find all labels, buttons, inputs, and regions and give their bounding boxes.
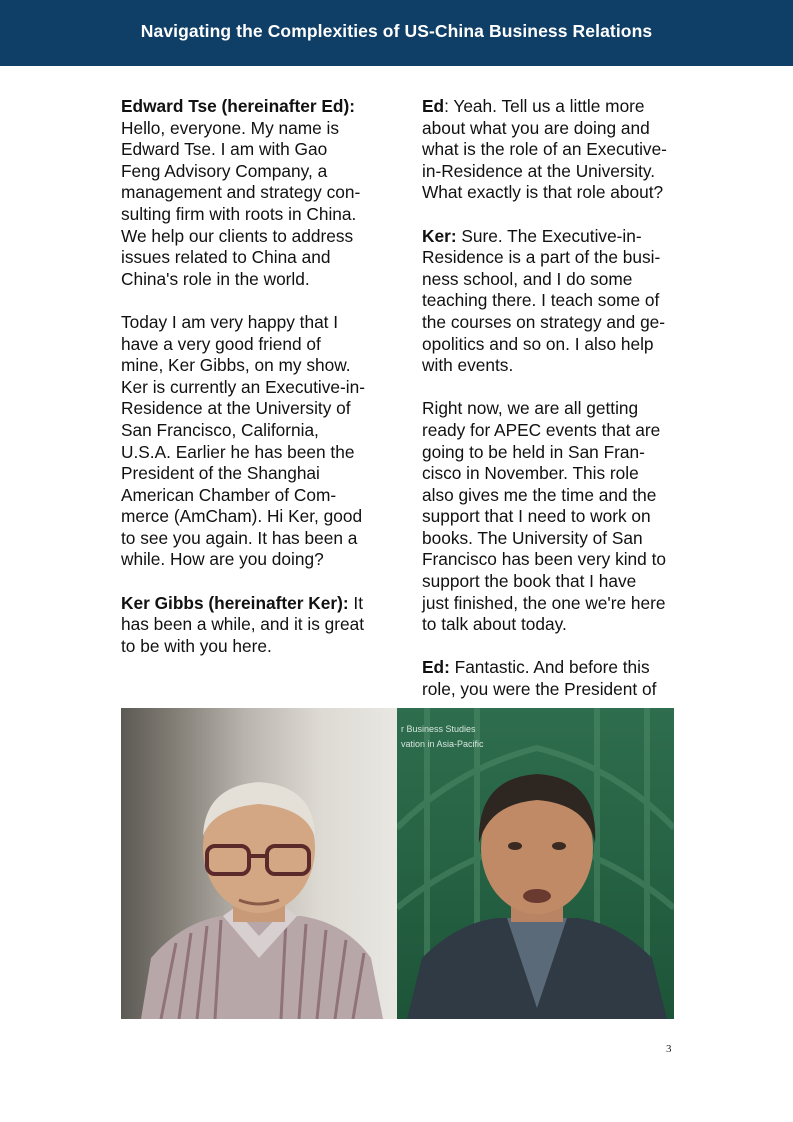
text-line: support that I need to work on (422, 506, 651, 527)
paragraph-ed-question (422, 96, 692, 204)
text-line: teaching there. I teach some of (422, 290, 660, 311)
right-text-column (422, 96, 692, 701)
text-line: while. How are you doing? (121, 549, 324, 570)
text-line: ready for APEC events that are (422, 419, 661, 440)
edward-tse-portrait (121, 708, 397, 1019)
text-line: ness school, and I do some (422, 268, 633, 289)
text-line: just finished, the one we're here (422, 592, 666, 613)
text-line: Feng Advisory Company, a (121, 160, 328, 181)
text-line: Right now, we are all getting (422, 398, 639, 419)
text-line: Residence at the University of (121, 398, 351, 419)
text-line: have a very good friend of (121, 333, 321, 354)
text-line: China's role in the world. (121, 268, 310, 289)
text-fragment: : Yeah. Tell us a little more (444, 96, 645, 116)
text-line: what is the role of an Executive- (422, 139, 667, 160)
speaker-label: Ker: (422, 225, 457, 246)
text-line: merce (AmCham). Hi Ker, good (121, 506, 363, 527)
left-text-column (121, 96, 393, 657)
text-line (121, 593, 393, 615)
text-line: also gives me the time and the (422, 484, 657, 505)
text-fragment: Fantastic. And before this (449, 657, 650, 678)
paragraph-ed-followup (422, 657, 692, 700)
text-fragment: It (348, 592, 363, 613)
ker-gibbs-video-panel (397, 708, 674, 1019)
ker-gibbs-portrait (397, 708, 674, 1019)
page-number: 3 (666, 1043, 672, 1055)
speaker-label: Ed (422, 96, 445, 116)
text-line: Residence is a part of the busi- (422, 247, 661, 268)
speaker-label: Ed: (422, 657, 450, 678)
text-line: in-Residence at the University. (422, 160, 656, 181)
video-call-photo (121, 708, 674, 1019)
text-line: San Francisco, California, (121, 419, 319, 440)
text-line: sulting firm with roots in China. (121, 203, 357, 224)
paragraph-ed-intro (121, 96, 393, 290)
text-line: Ker is currently an Executive-in- (121, 376, 365, 397)
speaker-label: Edward Tse (hereinafter Ed): (121, 96, 355, 116)
text-line: about what you are doing and (422, 117, 650, 138)
text-line (422, 226, 692, 248)
text-line: President of the Shanghai (121, 463, 320, 484)
text-line: American Chamber of Com- (121, 484, 337, 505)
text-line: role, you were the President of (422, 679, 657, 700)
text-line: to see you again. It has been a (121, 527, 358, 548)
text-line: to talk about today. (422, 614, 567, 635)
text-line: cisco in November. This role (422, 463, 639, 484)
paragraph-ker-apec (422, 398, 692, 636)
text-line: Hello, everyone. My name is (121, 117, 340, 138)
text-line: books. The University of San (422, 527, 643, 548)
text-line: to be with you here. (121, 635, 272, 656)
video-background-caption: vation in Asia-Pacific (401, 739, 484, 749)
paragraph-ker-role (422, 226, 692, 377)
text-line: U.S.A. Earlier he has been the (121, 441, 355, 462)
text-line (422, 96, 692, 118)
text-line: Francisco has been very kind to (422, 549, 666, 570)
paragraph-ed-welcome (121, 312, 393, 571)
text-line: the courses on strategy and ge- (422, 311, 666, 332)
paragraph-ker-reply (121, 593, 393, 658)
text-line: going to be held in San Fran- (422, 441, 645, 462)
video-background-caption: r Business Studies (401, 724, 476, 734)
text-line: issues related to China and (121, 247, 331, 268)
page-header (0, 0, 793, 66)
text-line: has been a while, and it is great (121, 614, 365, 635)
text-line: support the book that I have (422, 571, 637, 592)
page-title: Navigating the Complexities of US-China Business Relations (140, 20, 653, 41)
edward-tse-video-panel (121, 708, 397, 1019)
text-line: We help our clients to address (121, 225, 354, 246)
text-line (422, 657, 692, 679)
text-line: mine, Ker Gibbs, on my show. (121, 355, 351, 376)
speaker-label: Ker Gibbs (hereinafter Ker): (121, 592, 349, 613)
text-line: What exactly is that role about? (422, 182, 664, 203)
text-line: with events. (422, 355, 514, 376)
text-fragment: Sure. The Executive-in- (456, 225, 642, 246)
text-line: opolitics and so on. I also help (422, 333, 654, 354)
text-line: management and strategy con- (121, 182, 361, 203)
text-line: Edward Tse. I am with Gao (121, 139, 328, 160)
text-line: Today I am very happy that I (121, 311, 339, 332)
